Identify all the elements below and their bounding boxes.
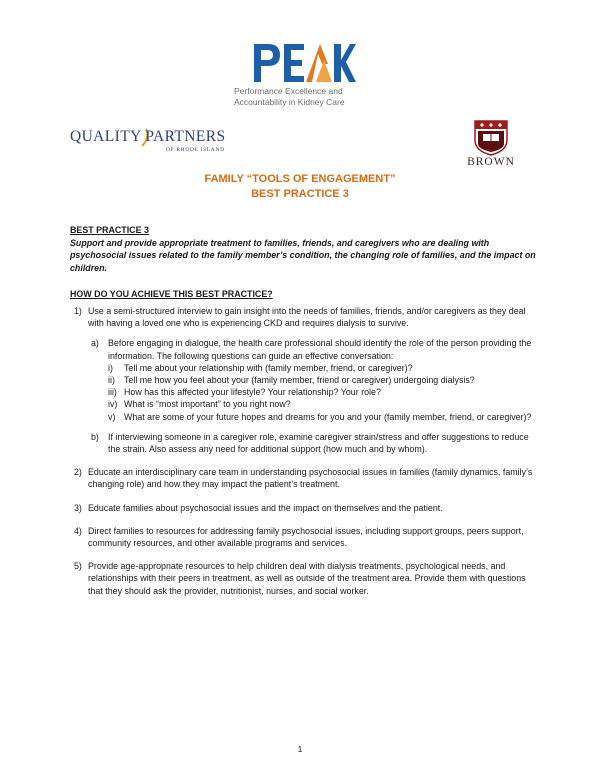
peak-logo xyxy=(230,38,370,112)
question-label: iii) xyxy=(108,387,117,398)
question-item xyxy=(108,386,540,398)
quality-partners-wordmark: QUALITY PARTNERS xyxy=(70,128,226,145)
step-item xyxy=(70,525,540,549)
step-number: 2) xyxy=(74,467,82,478)
sub-step-item xyxy=(88,431,540,455)
step-number: 4) xyxy=(74,525,82,536)
question-label: i) xyxy=(108,362,113,373)
best-practice-heading: BEST PRACTICE 3 xyxy=(70,225,149,235)
sub-step-item xyxy=(88,337,540,422)
sub-step-text: Before engaging in dialogue, the health care professional should identify the role of the person providing the information. The following questions can guide an effective conversation: xyxy=(108,338,532,361)
step-item xyxy=(70,502,540,514)
question-label: v) xyxy=(108,411,116,422)
peak-tagline-line2: Accountability in Kidney Care xyxy=(234,97,345,107)
brown-shield-icon xyxy=(474,120,508,156)
question-item xyxy=(108,398,540,410)
question-list xyxy=(108,362,540,423)
peak-logo-icon xyxy=(252,40,356,84)
step-text: Use a semi-structured interview to gain insight into the needs of families, friends, and/or caregivers as they deal with having a loved one who is experiencing CKD and requires dialysis to survive. xyxy=(88,306,526,329)
question-text: Tell me how you feel about your (family member, friend or caregiver) undergoing dialysis? xyxy=(124,375,475,386)
peak-tagline xyxy=(234,86,374,108)
document-title xyxy=(0,172,600,202)
question-text: Tell me about your relationship with (family member, friend, or caregiver)? xyxy=(124,362,413,373)
sub-step-label: a) xyxy=(91,338,99,349)
how-to-achieve-heading: HOW DO YOU ACHIEVE THIS BEST PRACTICE? xyxy=(70,288,273,299)
brown-logo xyxy=(460,120,522,170)
step-item xyxy=(70,305,540,455)
question-item xyxy=(108,374,540,386)
question-text: What are some of your future hopes and dreams for you and your (family member, friend, or caregiver)? xyxy=(124,411,532,422)
document-body xyxy=(70,224,540,608)
question-text: How has this affected your lifestyle? Your relationship? Your role? xyxy=(124,387,381,398)
step-text: Direct families to resources for addressing family psychosocial issues, including support groups, peers support, community resources, and other available programs and services. xyxy=(88,525,524,549)
quality-partners-subtitle: OF RHODE ISLAND xyxy=(166,147,225,153)
step-item xyxy=(70,466,540,490)
sub-step-label: b) xyxy=(91,431,99,442)
quality-partners-logo xyxy=(70,128,230,162)
sub-steps-list xyxy=(88,337,540,455)
step-text: Provide age-appropriate resources to help children deal with dialysis treatments, psychological needs, and relationships with their peers in treatment, as well as outside of the treatment area. Provide them with questions that they should ask the provider, nutritionist, nurses, and social worker. xyxy=(88,561,526,596)
page-number: 1 xyxy=(297,744,303,754)
step-number: 1) xyxy=(74,306,82,317)
peak-tagline-line1: Performance Excellence and xyxy=(234,86,343,96)
question-item xyxy=(108,411,540,423)
sub-step-text: If interviewing someone in a caregiver role, examine caregiver strain/stress and offer suggestions to reduce the strain. Also assess any need for additional support (how much and by whom). xyxy=(108,431,529,455)
step-text: Educate families about psychosocial issues and the impact on themselves and the patient. xyxy=(88,502,443,513)
question-label: iv) xyxy=(108,399,118,410)
question-label: ii) xyxy=(108,375,115,386)
step-number: 3) xyxy=(74,502,82,513)
step-item xyxy=(70,560,540,597)
brown-wordmark: BROWN xyxy=(467,156,515,168)
step-number: 5) xyxy=(74,561,82,572)
steps-list xyxy=(70,305,540,597)
question-item xyxy=(108,362,540,374)
document-title-line2: BEST PRACTICE 3 xyxy=(251,188,349,200)
best-practice-description: Support and provide appropriate treatment to families, friends, and caregivers who are dealing with psychosocial issues related to the family member’s condition, the changing role of families, and the impact on children. xyxy=(70,238,536,273)
peak-logo-mark xyxy=(252,40,356,84)
document-title-line1: FAMILY “TOOLS OF ENGAGEMENT” xyxy=(204,173,396,185)
step-text: Educate an interdisciplinary care team in understanding psychosocial issues in families (family dynamics, family’s changing role) and how they may impact the patient’s treatment. xyxy=(88,467,533,490)
question-text: What is “most important” to you right now? xyxy=(124,399,291,410)
